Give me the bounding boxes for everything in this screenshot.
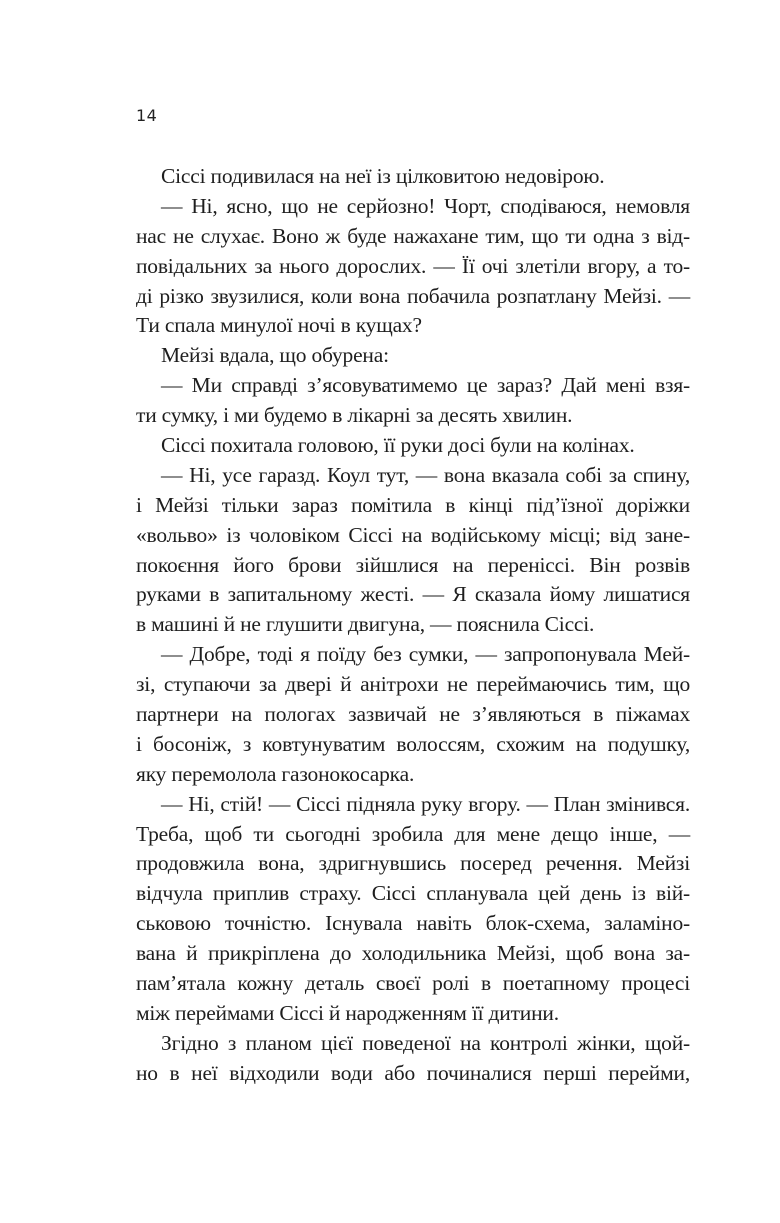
text-line: — Добре, тоді я поїду без сумки, — запропонувала Мей- — [161, 642, 690, 667]
text-line: в машині й не глушити двигуна, — пояснила Сіссі. — [136, 612, 595, 637]
paragraph — [136, 341, 690, 371]
text-line: Сіссі подивилася на неї із цілковитою недовірою. — [161, 164, 605, 188]
text-line: — Ні, усе гаразд. Коул тут, — вона вказала собі за спину, — [161, 462, 690, 487]
text-line: Згідно з планом цієї поведеної на контролі жінки, щой- — [161, 1030, 690, 1055]
text-line: відчула приплив страху. Сіссі спланувала цей день із вій- — [136, 881, 690, 906]
text-line: між переймами Сіссі й народженням її дитини. — [136, 1000, 559, 1025]
text-line: повідальних за нього дорослих. — Її очі злетіли вгору, а то- — [136, 253, 690, 278]
text-line: — Ні, стій! — Сіссі підняла руку вгору. — План змінився. — [161, 791, 690, 816]
paragraph — [136, 1029, 690, 1089]
body-text — [136, 162, 690, 1089]
text-line: руками в запитальному жесті. — Я сказала йому лишатися — [136, 582, 690, 607]
paragraph — [136, 461, 690, 640]
page-number: 14 — [136, 106, 158, 125]
paragraph — [136, 162, 690, 192]
paragraph — [136, 640, 690, 789]
text-line: продовжила вона, здригнувшись посеред речення. Мейзі — [136, 851, 690, 876]
text-line: ти сумку, і ми будемо в лікарні за десять хвилин. — [136, 403, 573, 428]
text-line: партнери на пологах зазвичай не з’являються в піжамах — [136, 702, 690, 727]
text-line: Мейзі вдала, що обурена: — [161, 343, 389, 368]
text-line: но в неї відходили води або починалися перші перейми, — [136, 1060, 690, 1085]
text-line: — Ми справді з’ясовуватимемо це зараз? Дай мені взя- — [161, 373, 690, 398]
text-line: ді різко звузилися, коли вона побачила розпатлану Мейзі. — — [136, 283, 690, 308]
text-line: Треба, щоб ти сьогодні зробила для мене дещо інше, — — [136, 821, 690, 846]
text-line: і босоніж, з ковтунуватим волоссям, схожим на подушку, — [136, 731, 690, 756]
text-line: ськовою точністю. Існувала навіть блок-схема, заламіно- — [136, 911, 690, 936]
text-line: покоєння його брови зійшлися на переніссі. Він розвів — [136, 552, 690, 577]
text-line: яку перемолола газонокосарка. — [136, 761, 415, 786]
text-line: Сіссі похитала головою, її руки досі були на колінах. — [161, 433, 635, 458]
text-line: і Мейзі тільки зараз помітила в кінці під’їзної доріжки — [136, 492, 690, 517]
text-line: зі, ступаючи за двері й анітрохи не переймаючись тим, що — [136, 672, 690, 697]
text-line: пам’ятала кожну деталь своєї ролі в поетапному процесі — [136, 971, 690, 996]
paragraph — [136, 790, 690, 1029]
paragraph — [136, 431, 690, 461]
text-line: вана й прикріплена до холодильника Мейзі, щоб вона за- — [136, 941, 690, 966]
text-line: «вольво» із чоловіком Сіссі на водійському місці; від зане- — [136, 522, 690, 547]
paragraph — [136, 371, 690, 431]
text-line: Ти спала минулої ночі в кущах? — [136, 313, 422, 338]
text-line: нас не слухає. Воно ж буде нажахане тим, що ти одна з від- — [136, 223, 690, 248]
paragraph — [136, 192, 690, 341]
text-line: — Ні, ясно, що не серйозно! Чорт, сподіваюся, немовля — [161, 193, 690, 218]
